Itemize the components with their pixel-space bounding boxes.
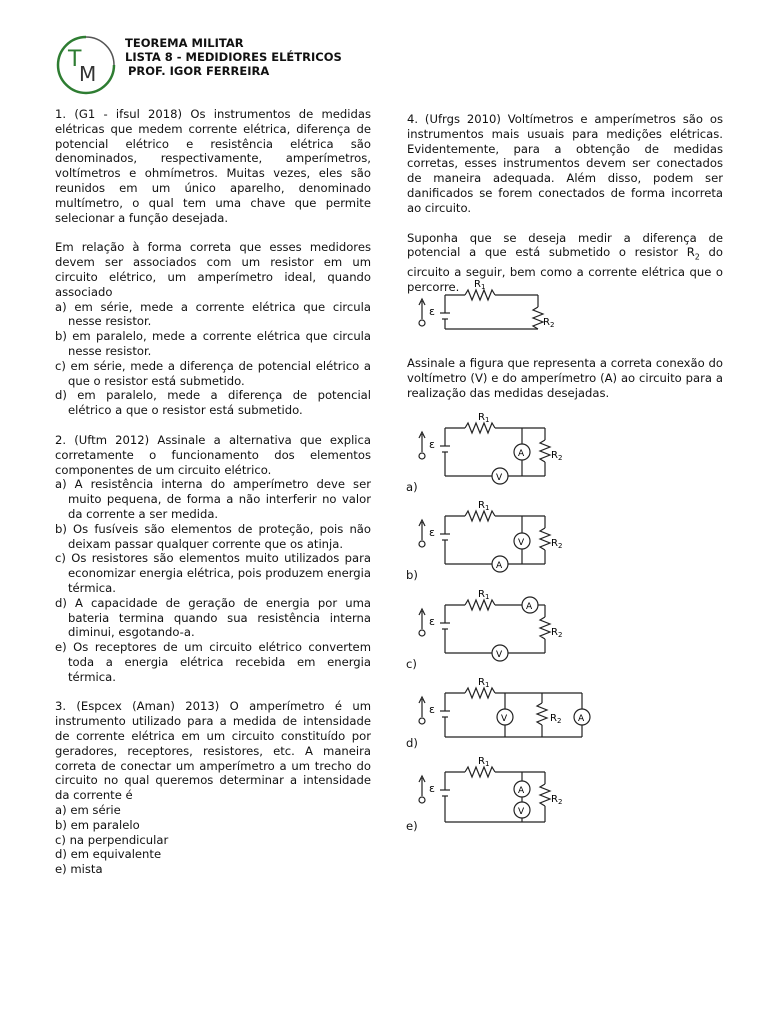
svg-text:ε: ε (429, 438, 435, 451)
q4-circuit-a (406, 408, 580, 494)
q4-circuit-c (406, 585, 580, 671)
svg-text:T: T (68, 47, 82, 72)
q1-option-a: a) em série, mede a corrente elétrica que circula nesse resistor. (55, 299, 371, 329)
svg-text:A: A (578, 714, 585, 724)
q4-option-c-label: c) (406, 657, 417, 671)
header-line-2: LISTA 8 - MEDIDIORES ELÉTRICOS (125, 50, 342, 64)
svg-text:V: V (496, 473, 503, 483)
q2-option-b: b) Os fusíveis são elementos de proteção, pois não deixam passar qualquer corrente que os atinja. (55, 521, 371, 551)
teorema-militar-logo (55, 34, 117, 96)
q4-option-b-label: b) (406, 568, 418, 582)
q3-option-b: b) em paralelo (55, 817, 140, 832)
svg-text:R1: $R_1$ (478, 412, 490, 424)
svg-text:ε: ε (429, 305, 435, 318)
svg-text:R1: $R_1$ (478, 589, 490, 601)
svg-text:V: V (496, 650, 503, 660)
q1-option-b: b) em paralelo, mede a corrente elétrica que circula nesse resistor. (55, 329, 371, 358)
right-column (407, 112, 723, 295)
q3-option-c: c) na perpendicular (55, 832, 169, 847)
q2-option-a: a) A resistência interna do amperímetro deve ser muito pequena, de forma a não interferir no valor da corrente a ser medida. (55, 477, 371, 521)
question-1 (55, 107, 371, 418)
q3-stem: 3. (Espcex (Aman) 2013) O amperímetro é um instrumento utilizado para a medida de intensidade de corrente elétrica em um circuito constituído por geradores, receptores, resistores, etc. A maneira correta de conectar um amperímetro a um trecho do circuito no qual queremos determinar a intensidade da corrente é (55, 699, 371, 803)
svg-text:R2: $R_2$ (543, 317, 555, 329)
q2-option-c: c) Os resistores são elementos muito utilizados para economizar energia elétrica, pois produzem energia térmica. (55, 551, 371, 595)
q4-instruction: Assinale a figura que representa a correta conexão do voltímetro (V) e do amperímetro (A) ao circuito para a realização das medidas desejadas. (407, 356, 723, 400)
q4-instruction-block (407, 356, 723, 400)
svg-text:A: A (526, 602, 533, 612)
svg-text:R2: $R_2$ (551, 538, 563, 550)
question-3 (55, 699, 371, 877)
svg-text:R2: $R_2$ (551, 794, 563, 806)
svg-text:R2: $R_2$ (551, 450, 563, 462)
q4-stem: 4. (Ufrgs 2010) Voltímetros e amperímetros são os instrumentos mais usuais para medições elétricas. Evidentemente, para a obtenção de medidas corretas, esses instrumentos devem ser conectados de maneira adequada. Além disso, podem ser danificados se forem conectados de forma incorreta ao circuito. (407, 112, 723, 215)
svg-text:A: A (518, 786, 525, 796)
svg-text:R2: $R_2$ (551, 627, 563, 639)
svg-text:A: A (518, 449, 525, 459)
q3-option-a: a) em série (55, 803, 121, 818)
svg-text:ε: ε (429, 782, 435, 795)
svg-text:V: V (518, 538, 525, 548)
svg-text:R1: $R_1$ (478, 500, 490, 512)
header-line-3: PROF. IGOR FERREIRA (128, 64, 270, 78)
q4-circuit-b (406, 496, 580, 582)
svg-text:R2: $R_2$ (550, 713, 562, 725)
q1-stem: 1. (G1 - ifsul 2018) Os instrumentos de medidas elétricas que medem corrente elétrica, diferença de potencial elétrico e resistência elétrica são denominados, respectivamente, amperímetros, voltímetros e ohmímetros. Muitas vezes, eles são reunidos em um único aparelho, denominado multímetro, o qual tem uma chave que permite selecionar a função desejada. (55, 107, 371, 225)
q1-option-c: c) em série, mede a diferença de potencial elétrico a que o resistor está submetido. (55, 358, 371, 388)
q1-prompt: Em relação à forma correta que esses medidores devem ser associados com um resistor em um circuito elétrico, um amperímetro ideal, quando associado (55, 240, 371, 299)
q3-option-d: d) em equivalente (55, 847, 162, 862)
svg-text:A: A (496, 561, 503, 571)
q4-circuit-e (406, 752, 580, 833)
q2-option-d: d) A capacidade de geração de energia por uma bateria termina quando sua resistência interna diminui, esgotando-a. (55, 595, 371, 640)
question-2 (55, 433, 371, 685)
q2-option-e: e) Os receptores de um circuito elétrico convertem toda a energia elétrica recebida em energia térmica. (55, 640, 371, 684)
q4-prompt: Suponha que se deseja medir a diferença de potencial a que está submetido o resistor $R_2$ do circuito a seguir, bem como a corrente elétrica que o percorre. (407, 230, 723, 295)
left-column (55, 107, 371, 892)
svg-text:R1: $R_1$ (478, 756, 490, 768)
q4-option-a-label: a) (406, 480, 418, 494)
svg-text:V: V (501, 714, 508, 724)
q3-option-e: e) mista (55, 862, 103, 877)
svg-text:R1: $R_1$ (474, 279, 486, 291)
svg-text:R1: $R_1$ (478, 677, 490, 689)
header-title (125, 36, 342, 78)
q4-option-d-label: d) (406, 736, 418, 750)
q4-base-circuit (410, 275, 560, 337)
q2-stem: 2. (Uftm 2012) Assinale a alternativa que explica corretamente o funcionamento dos elementos componentes de um circuito elétrico. (55, 432, 371, 477)
q4-circuit-d (406, 673, 600, 750)
svg-text:M: M (79, 62, 97, 86)
svg-text:V: V (518, 807, 525, 817)
svg-text:ε: ε (429, 526, 435, 539)
svg-text:ε: ε (429, 703, 435, 716)
q1-option-d: d) em paralelo, mede a diferença de potencial elétrico a que o resistor está submetido. (55, 388, 371, 418)
header-line-1: TEOREMA MILITAR (125, 36, 244, 50)
q4-option-e-label: e) (406, 819, 418, 833)
svg-text:ε: ε (429, 615, 435, 628)
